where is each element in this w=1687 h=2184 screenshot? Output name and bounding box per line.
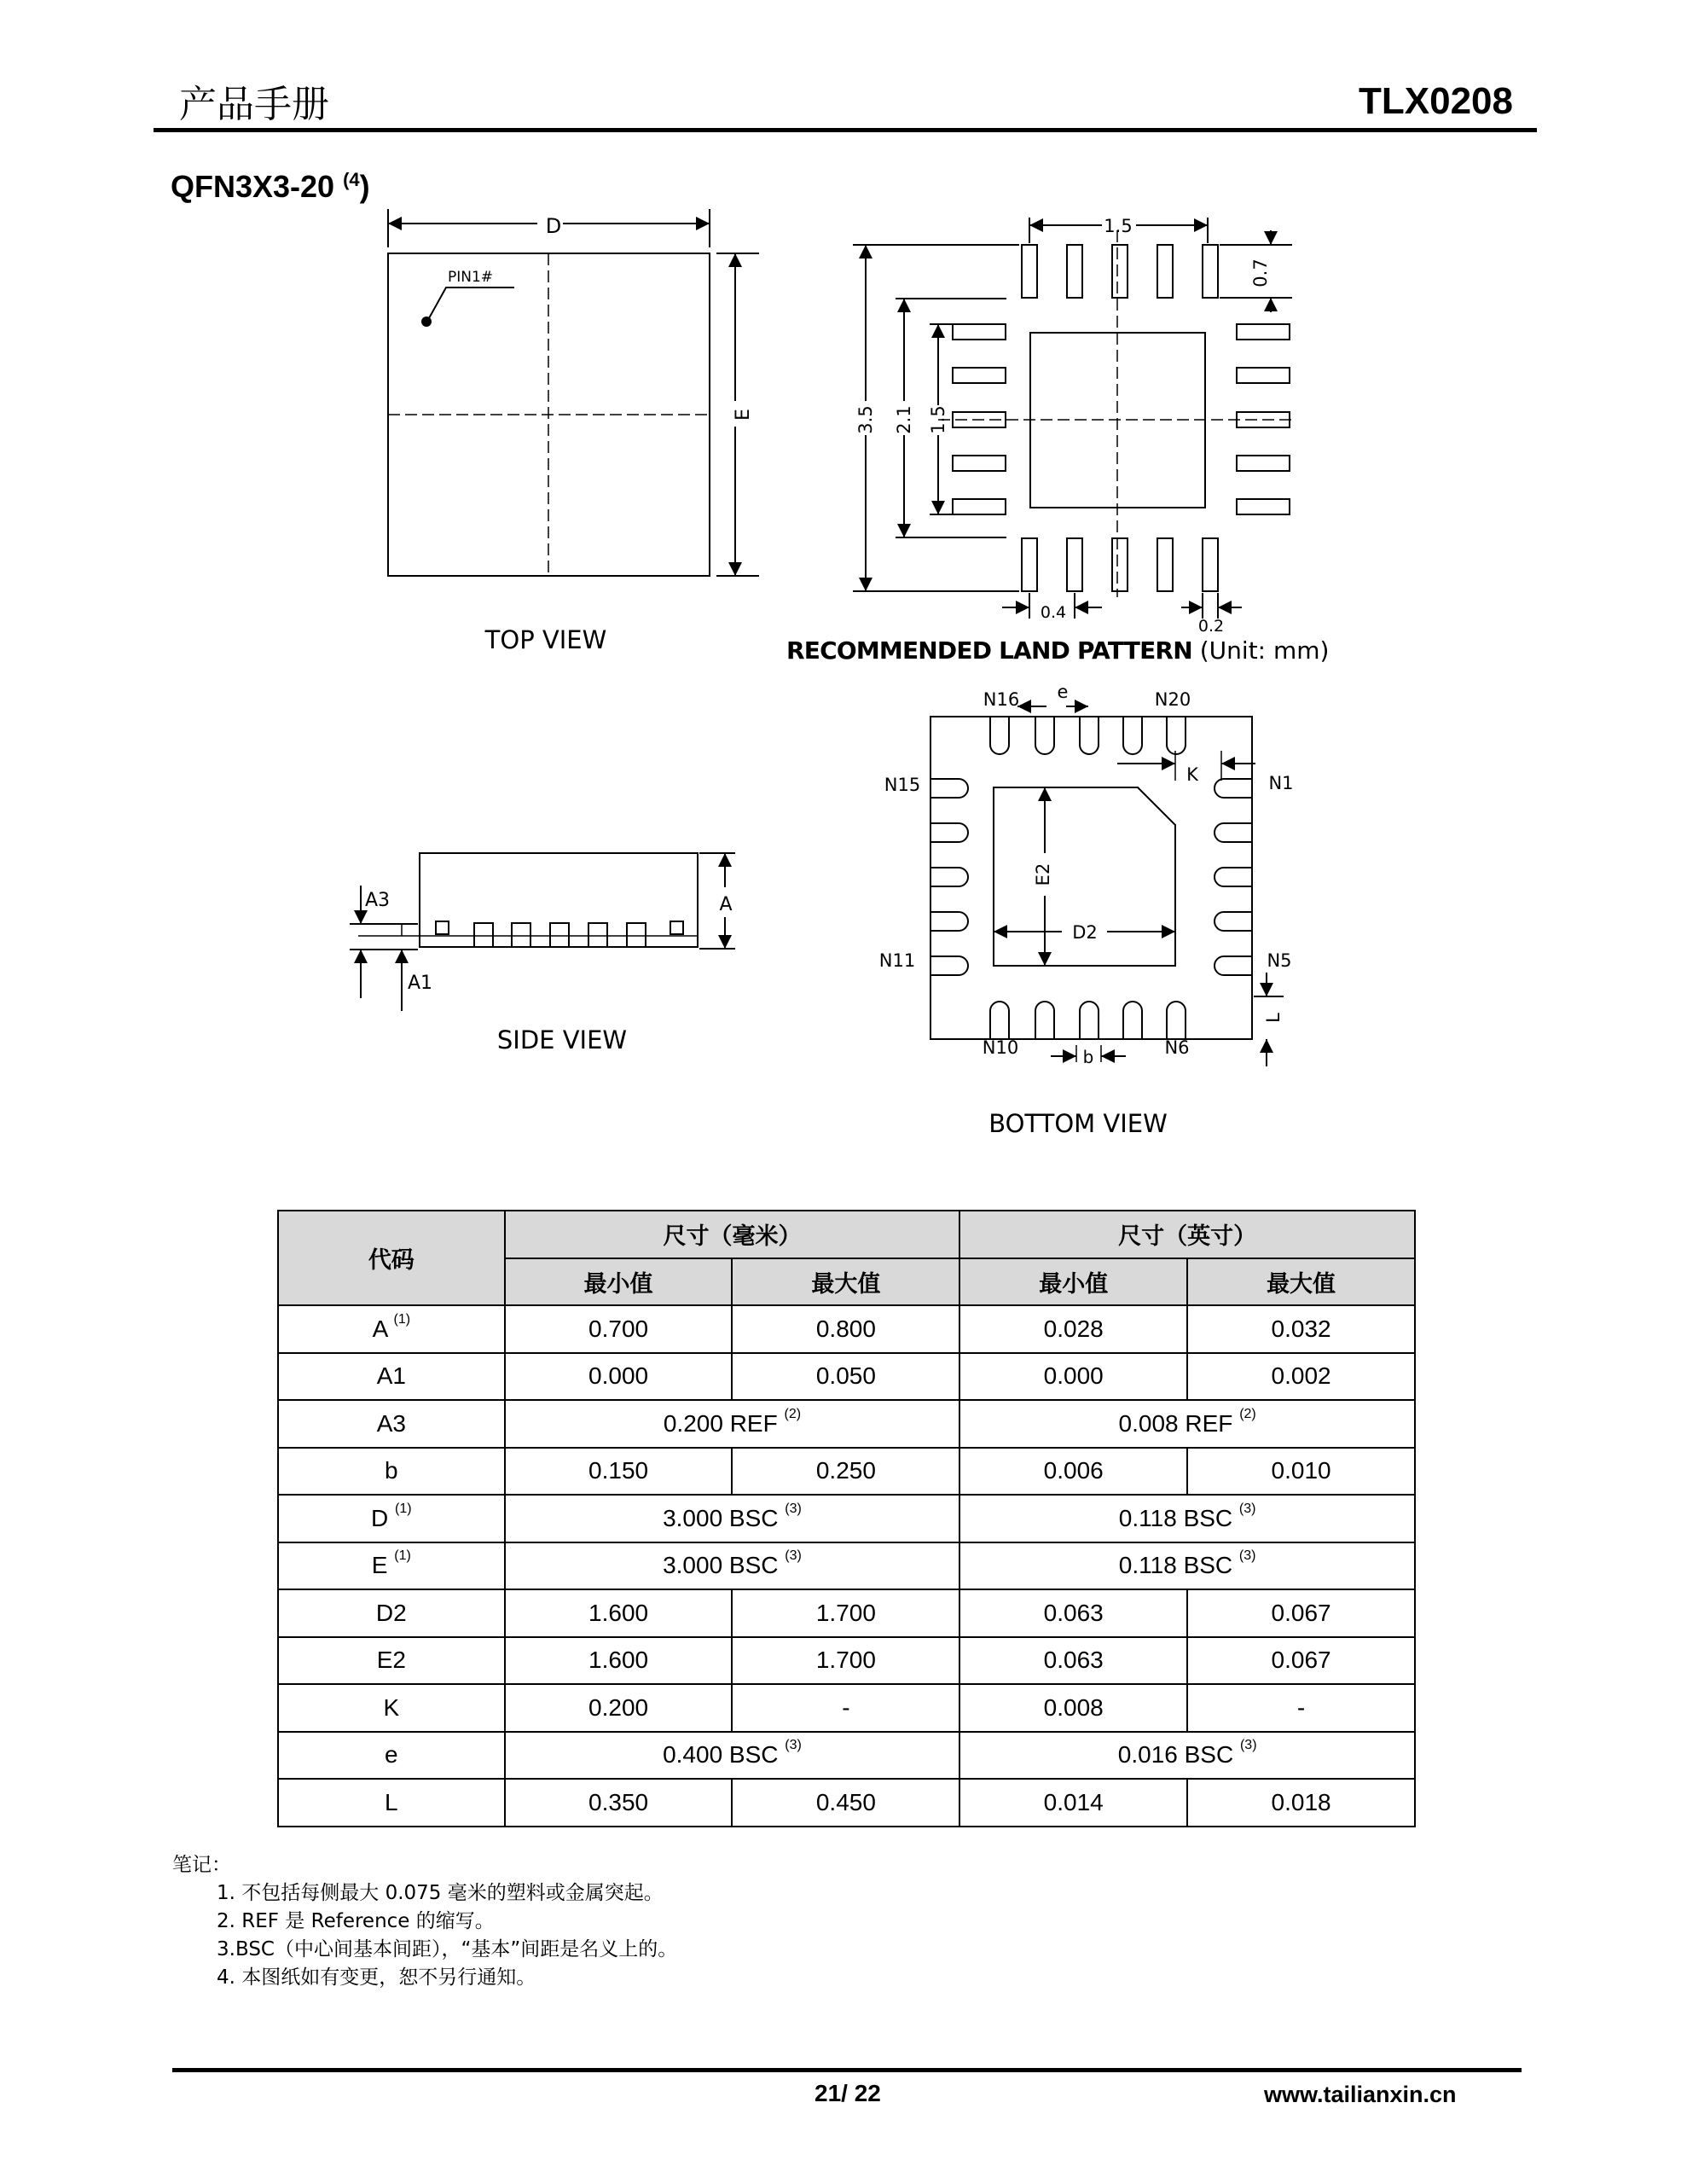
- mm-max-value-text: 1.700: [815, 1647, 876, 1674]
- inch-min-value: [959, 1589, 1187, 1637]
- inch-max-value-text: 0.067: [1271, 1599, 1331, 1626]
- inch-value-note: (2): [1239, 1406, 1256, 1421]
- package-note-ref: (4: [343, 169, 360, 190]
- note-item: 4. 本图纸如有变更，恕不另行通知。: [217, 1966, 536, 1989]
- top-view-dim-d: D: [545, 214, 562, 238]
- page-number: 21/ 22: [815, 2080, 881, 2106]
- inch-value: [959, 1400, 1415, 1448]
- header-rule: [154, 128, 1537, 132]
- inch-max-value-text: -: [1296, 1693, 1306, 1721]
- inch-min-value-text: 0.028: [1043, 1315, 1104, 1342]
- row-code: [278, 1400, 505, 1448]
- row-code-note: (1): [394, 1548, 411, 1564]
- table-row: [278, 1448, 1415, 1496]
- bottom-dim-d2: D2: [1072, 922, 1098, 943]
- land-dim-mid: 2.1: [894, 405, 914, 434]
- col-group-inch: 尺寸（英寸）: [959, 1211, 1415, 1258]
- mm-max-value-text: 1.700: [815, 1599, 876, 1626]
- land-caption-bold: RECOMMENDED LAND PATTERN: [786, 636, 1192, 665]
- row-code: [278, 1732, 505, 1780]
- inch-max-value-text: 0.010: [1271, 1457, 1331, 1484]
- mm-value: [505, 1400, 960, 1448]
- table-row: [278, 1305, 1415, 1353]
- inch-value-note: (3): [1239, 1738, 1257, 1753]
- inch-min-value: [959, 1353, 1187, 1401]
- row-code-text: L: [385, 1788, 398, 1815]
- table-row: [278, 1589, 1415, 1637]
- row-code-text: e: [385, 1741, 398, 1769]
- inch-min-value-text: 0.006: [1043, 1457, 1104, 1484]
- land-dim-pitch: 0.4: [1040, 603, 1067, 622]
- mm-min-value-text: 1.600: [588, 1647, 649, 1674]
- row-code-text: E: [371, 1552, 388, 1579]
- table-row: [278, 1400, 1415, 1448]
- mm-value-note: (3): [785, 1501, 802, 1516]
- mm-value-text: 3.000 BSC: [663, 1552, 779, 1579]
- inch-max-value-text: 0.032: [1271, 1315, 1331, 1342]
- row-code: [278, 1779, 505, 1827]
- mm-value-note: (2): [784, 1406, 802, 1421]
- inch-value-text: 0.016 BSC: [1117, 1741, 1234, 1769]
- row-code-text: A: [372, 1315, 387, 1342]
- package-name: QFN3X3-20: [171, 169, 335, 204]
- inch-min-value: [959, 1637, 1187, 1685]
- mm-max-value: [732, 1779, 959, 1827]
- row-code-text: D: [371, 1504, 389, 1531]
- inch-max-value: [1187, 1305, 1415, 1353]
- part-number: TLX0208: [1359, 80, 1513, 122]
- pin1-label: PIN1#: [448, 269, 494, 286]
- bottom-n16: N16: [983, 689, 1020, 710]
- mm-max-value: [732, 1589, 959, 1637]
- bottom-n1: N1: [1268, 773, 1294, 793]
- table-row: [278, 1353, 1415, 1401]
- mm-min-value: [505, 1589, 733, 1637]
- mm-max-value-text: 0.250: [815, 1457, 876, 1484]
- table-header-row: [278, 1211, 1415, 1258]
- row-code-text: A1: [376, 1362, 406, 1390]
- inch-value-note: (3): [1238, 1501, 1256, 1516]
- land-dim-inner: 1.5: [928, 405, 948, 434]
- row-code-note: (1): [395, 1501, 412, 1516]
- inch-min-value: [959, 1448, 1187, 1496]
- bottom-view-caption: BOTTOM VIEW: [988, 1109, 1168, 1138]
- mm-min-value-text: 0.700: [588, 1315, 649, 1342]
- table-row: [278, 1542, 1415, 1590]
- top-view-caption: TOP VIEW: [484, 625, 607, 654]
- mm-value: [505, 1495, 960, 1542]
- package-drawing: [324, 196, 1382, 1143]
- inch-value-text: 0.008 REF: [1118, 1409, 1233, 1437]
- mm-value: [505, 1732, 960, 1780]
- notes-title: 笔记：: [172, 1854, 231, 1876]
- inch-max-value-text: 0.018: [1271, 1788, 1331, 1815]
- row-code: [278, 1637, 505, 1685]
- mm-value: [505, 1542, 960, 1590]
- mm-value-note: (3): [785, 1738, 802, 1753]
- inch-min-value: [959, 1779, 1187, 1827]
- top-view: [388, 209, 759, 576]
- land-pattern-caption: [786, 636, 1329, 665]
- mm-min-value: [505, 1637, 733, 1685]
- row-code-text: b: [385, 1457, 398, 1484]
- dimension-table: [277, 1210, 1416, 1827]
- bottom-n11: N11: [878, 950, 916, 971]
- inch-max-value: [1187, 1684, 1415, 1732]
- inch-value-note: (3): [1238, 1548, 1256, 1564]
- inch-value-text: 0.118 BSC: [1118, 1552, 1233, 1579]
- row-code-text: A3: [376, 1409, 406, 1437]
- mm-min-value: [505, 1305, 733, 1353]
- land-dim-right: 0.7: [1250, 258, 1271, 288]
- inch-max-value: [1187, 1637, 1415, 1685]
- inch-max-value-text: 0.002: [1271, 1362, 1331, 1390]
- mm-max-value: [732, 1684, 959, 1732]
- mm-min-value: [505, 1353, 733, 1401]
- row-code-note: (1): [393, 1311, 411, 1327]
- col-in-max: 最大值: [1187, 1258, 1415, 1306]
- bottom-dim-l: L: [1263, 1013, 1284, 1023]
- bottom-n20: N20: [1154, 689, 1191, 710]
- inch-min-value-text: 0.000: [1043, 1362, 1104, 1390]
- inch-max-value: [1187, 1353, 1415, 1401]
- mm-min-value: [505, 1779, 733, 1827]
- inch-min-value-text: 0.063: [1043, 1599, 1104, 1626]
- col-group-mm: 尺寸（毫米）: [505, 1211, 960, 1258]
- footer-rule: [172, 2068, 1522, 2072]
- mm-max-value: [732, 1353, 959, 1401]
- mm-value-note: (3): [785, 1548, 802, 1564]
- table-row: [278, 1495, 1415, 1542]
- mm-value-text: 0.400 BSC: [663, 1741, 779, 1769]
- website-link[interactable]: www.tailianxin.cn: [1264, 2082, 1457, 2107]
- row-code: [278, 1305, 505, 1353]
- mm-min-value-text: 1.600: [588, 1599, 649, 1626]
- side-dim-a1: A1: [408, 973, 433, 994]
- mm-max-value-text: 0.800: [815, 1315, 876, 1342]
- mm-min-value: [505, 1448, 733, 1496]
- row-code-text: K: [383, 1693, 400, 1721]
- mm-min-value-text: 0.000: [588, 1362, 649, 1390]
- col-mm-min: 最小值: [505, 1258, 733, 1306]
- inch-min-value: [959, 1684, 1187, 1732]
- note-item: 3.BSC（中心间基本间距），“基本”间距是名义上的。: [217, 1938, 678, 1960]
- row-code: [278, 1542, 505, 1590]
- inch-min-value-text: 0.008: [1043, 1693, 1104, 1721]
- land-pattern: [853, 218, 1296, 619]
- inch-min-value-text: 0.063: [1043, 1647, 1104, 1674]
- row-code: [278, 1684, 505, 1732]
- bottom-dim-e: e: [1057, 682, 1069, 702]
- row-code-text: D2: [375, 1599, 407, 1626]
- mm-max-value-text: -: [842, 1693, 850, 1721]
- row-code: [278, 1448, 505, 1496]
- land-dim-top: 1.5: [1104, 216, 1133, 236]
- top-view-dim-e: E: [733, 409, 754, 421]
- inch-max-value: [1187, 1448, 1415, 1496]
- bottom-dim-e2: E2: [1033, 863, 1053, 886]
- mm-min-value-text: 0.350: [588, 1788, 649, 1815]
- inch-max-value: [1187, 1589, 1415, 1637]
- land-dim-outer: 3.5: [855, 405, 876, 434]
- bottom-n10: N10: [982, 1037, 1019, 1058]
- bottom-view: [930, 706, 1284, 1066]
- col-mm-max: 最大值: [732, 1258, 959, 1306]
- table-row: [278, 1637, 1415, 1685]
- package-title: QFN3X3-20 $^{(4}$): [171, 169, 370, 204]
- bottom-n6: N6: [1164, 1037, 1190, 1058]
- bottom-view-body: [930, 717, 1252, 1039]
- bottom-n5: N5: [1267, 950, 1292, 971]
- mm-value-text: 3.000 BSC: [663, 1504, 779, 1531]
- inch-min-value: [959, 1305, 1187, 1353]
- row-code: [278, 1353, 505, 1401]
- side-dim-a3: A3: [365, 890, 391, 911]
- table-row: [278, 1684, 1415, 1732]
- pin1-dot: [422, 317, 431, 326]
- land-caption-unit: (Unit: mm): [1191, 636, 1330, 665]
- mm-min-value-text: 0.200: [588, 1693, 649, 1721]
- row-code: [278, 1589, 505, 1637]
- mm-max-value-text: 0.050: [815, 1362, 876, 1390]
- inch-value: [959, 1495, 1415, 1542]
- inch-value: [959, 1732, 1415, 1780]
- mm-max-value-text: 0.450: [815, 1788, 876, 1815]
- mm-value-text: 0.200 REF: [663, 1409, 778, 1437]
- table-row: [278, 1779, 1415, 1827]
- doc-type-label: 产品手册: [179, 83, 329, 126]
- inch-max-value: [1187, 1779, 1415, 1827]
- bottom-dim-k: K: [1186, 764, 1198, 785]
- note-item: 2. REF 是 Reference 的缩写。: [217, 1910, 495, 1932]
- mm-max-value: [732, 1448, 959, 1496]
- bottom-dim-b: b: [1082, 1047, 1094, 1067]
- mm-min-value-text: 0.150: [588, 1457, 649, 1484]
- table-row: [278, 1732, 1415, 1780]
- mm-min-value: [505, 1684, 733, 1732]
- inch-max-value-text: 0.067: [1271, 1647, 1331, 1674]
- inch-value-text: 0.118 BSC: [1118, 1504, 1233, 1531]
- row-code-text: E2: [376, 1647, 406, 1674]
- col-in-min: 最小值: [959, 1258, 1187, 1306]
- row-code: [278, 1495, 505, 1542]
- mm-max-value: [732, 1305, 959, 1353]
- bottom-n15: N15: [884, 775, 921, 795]
- side-view-caption: SIDE VIEW: [496, 1025, 628, 1054]
- land-dim-gap: 0.2: [1197, 617, 1225, 636]
- note-item: 1. 不包括每侧最大 0.075 毫米的塑料或金属突起。: [217, 1882, 664, 1904]
- notes: [172, 1851, 677, 1992]
- inch-min-value-text: 0.014: [1043, 1788, 1104, 1815]
- side-dim-a: A: [719, 894, 733, 915]
- mm-max-value: [732, 1637, 959, 1685]
- inch-value: [959, 1542, 1415, 1590]
- col-code-header: 代码: [278, 1211, 505, 1305]
